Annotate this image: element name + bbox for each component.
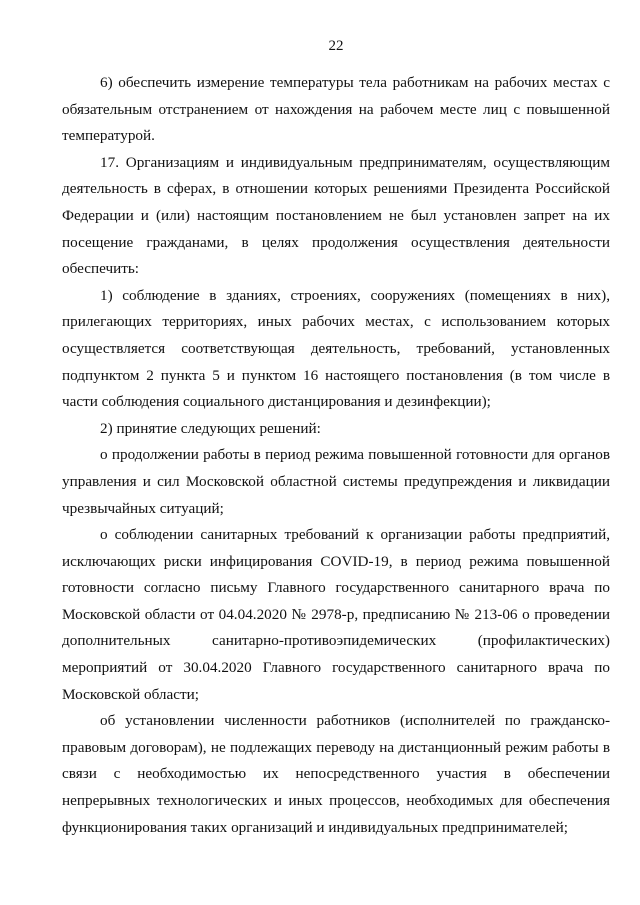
paragraph-item-2: 2) принятие следующих решений: (100, 419, 321, 437)
paragraph-item-6: 6) обеспечить измерение температуры тела работникам на рабочих местах с обязательным отстранением от нахождения на рабочем месте лиц с повышенной температурой. (62, 74, 610, 145)
paragraph-decision-emergency-bodies: о продолжении работы в период режима повышенной готовности для органов управления и сил Московской областной системы предупреждения и ликвидации чрезвычайных ситуаций; (62, 446, 610, 517)
document-body (62, 70, 610, 841)
paragraph-item-1: 1) соблюдение в зданиях, строениях, сооружениях (помещениях в них), прилегающих территориях, иных рабочих местах, с использованием которых осуществляется соответствующая деятельность, требований, установленных подпунктом 2 пункта 5 и пунктом 16 настоящего постановления (в том числе в части соблюдения социального дистанцирования и дезинфекции); (62, 286, 610, 411)
page-number: 22 (328, 38, 344, 54)
document-page (62, 0, 610, 905)
paragraph-section-17: 17. Организациям и индивидуальным предпринимателям, осуществляющим деятельность в сферах, в отношении которых решениями Президента Российской Федерации и (или) настоящим постановлением не был установлен запрет на их посещение гражданами, в целях продолжения осуществления деятельности обеспечить: (62, 153, 610, 278)
paragraph-decision-headcount: об установлении численности работников (исполнителей по гражданско-правовым договорам), не подлежащих переводу на дистанционный режим работы в связи с необходимостью их непосредственного участия в обеспечении непрерывных технологических и иных процессов, необходимых для обеспечения функционирования таких организаций и индивидуальных предпринимателей; (62, 712, 610, 836)
paragraph-decision-sanitary: о соблюдении санитарных требований к организации работы предприятий, исключающих риски инфицирования COVID-19, в период режима повышенной готовности согласно письму Главного государственного санитарного врача по Московской области от 04.04.2020 № 2978-р, предписанию № 213-06 о проведении дополнительных санитарно-противоэпидемических (профилактических) мероприятий от 30.04.2020 Главного государственного санитарного врача по Московской области; (62, 526, 610, 703)
